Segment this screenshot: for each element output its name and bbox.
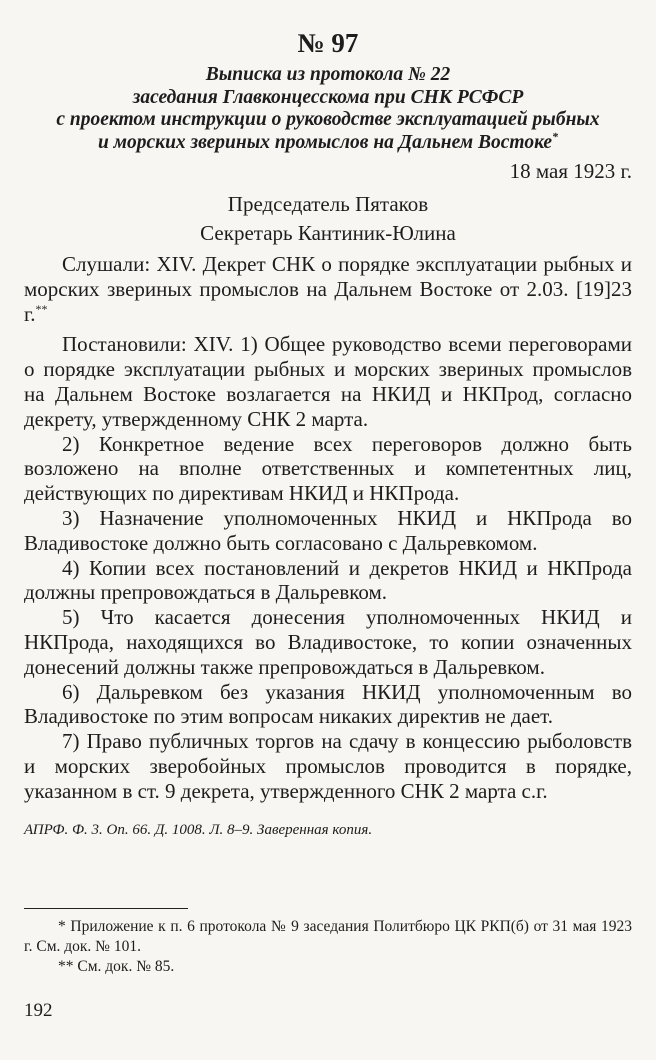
- title-line-4-wrap: [24, 129, 632, 155]
- resolved-item-5: 5) Что касается донесения уполномоченных НКИД и НКПрода, находящихся во Владивостоке, то копии означенных донесений должны также препровождаться в Дальревком.: [24, 605, 632, 679]
- document-body: [24, 252, 632, 804]
- footnote-2: ** См. док. № 85.: [58, 958, 175, 975]
- title-line-2: заседания Главконцесскома при СНК РСФСР: [132, 86, 524, 108]
- page-number: 192: [24, 1000, 53, 1021]
- title-line-4: и морских звериных промыслов на Дальнем Востоке: [97, 131, 553, 153]
- heard-text: Слушали: XIV. Декрет СНК о порядке эксплуатации рыбных и морских звериных промыслов на Дальнем Востоке от 2.03. [19]23 г.: [24, 252, 632, 326]
- secretary-line: Секретарь Кантиник-Юлина: [200, 221, 456, 245]
- resolved-item-1: Постановили: XIV. 1) Общее руководство всеми переговорами о порядке эксплуатации рыбных и морских звериных промыслов на Дальнем Востоке возлагается на НКИД и НКПрод, согласно декрету, утвержденному СНК 2 марта.: [24, 332, 632, 431]
- heard-paragraph: [24, 252, 632, 326]
- document-page: [24, 28, 632, 840]
- resolved-item-6: 6) Дальревком без указания НКИД уполномоченным во Владивостоке по этим вопросам никаких директив не дает.: [24, 679, 632, 729]
- resolved-item-2: 2) Конкретное ведение всех переговоров должно быть возложено на вполне ответственных и компетентных лиц, действующих по директивам НКИД и НКПрода.: [24, 431, 632, 506]
- footnote-1: * Приложение к п. 6 протокола № 9 заседания Политбюро ЦК РКП(б) от 31 мая 1923 г. См. док. № 101.: [24, 918, 632, 955]
- officials-block: [24, 190, 632, 248]
- document-title: [24, 64, 632, 154]
- resolved-item-3: 3) Назначение уполномоченных НКИД и НКПрода во Владивостоке должно быть согласовано с Дальревкомом.: [24, 505, 632, 555]
- title-line-3: с проектом инструкции о руководстве эксплуатацией рыбных: [56, 109, 600, 130]
- resolved-item-4: 4) Копии всех постановлений и декретов НКИД и НКПрода должны препровождаться в Дальревком.: [24, 555, 632, 605]
- resolved-item-7: 7) Право публичных торгов на сдачу в концессию рыболовств и морских зверобойных промыслов проводится в порядке, указанном в ст. 9 декрета, утвержденного СНК 2 марта с.г.: [24, 729, 632, 803]
- footnote-divider: [24, 908, 188, 909]
- title-line-1: Выписка из протокола № 22: [205, 64, 451, 85]
- archive-reference: АПРФ. Ф. 3. Оп. 66. Д. 1008. Л. 8–9. Заверенная копия.: [24, 821, 373, 838]
- document-date: 18 мая 1923 г.: [509, 159, 632, 183]
- title-footnote-mark: *: [552, 129, 559, 143]
- document-number: № 97: [297, 28, 359, 58]
- footnotes-section: [24, 908, 632, 977]
- chairman-line: Председатель Пятаков: [227, 192, 429, 216]
- heard-footnote-mark: **: [35, 301, 48, 316]
